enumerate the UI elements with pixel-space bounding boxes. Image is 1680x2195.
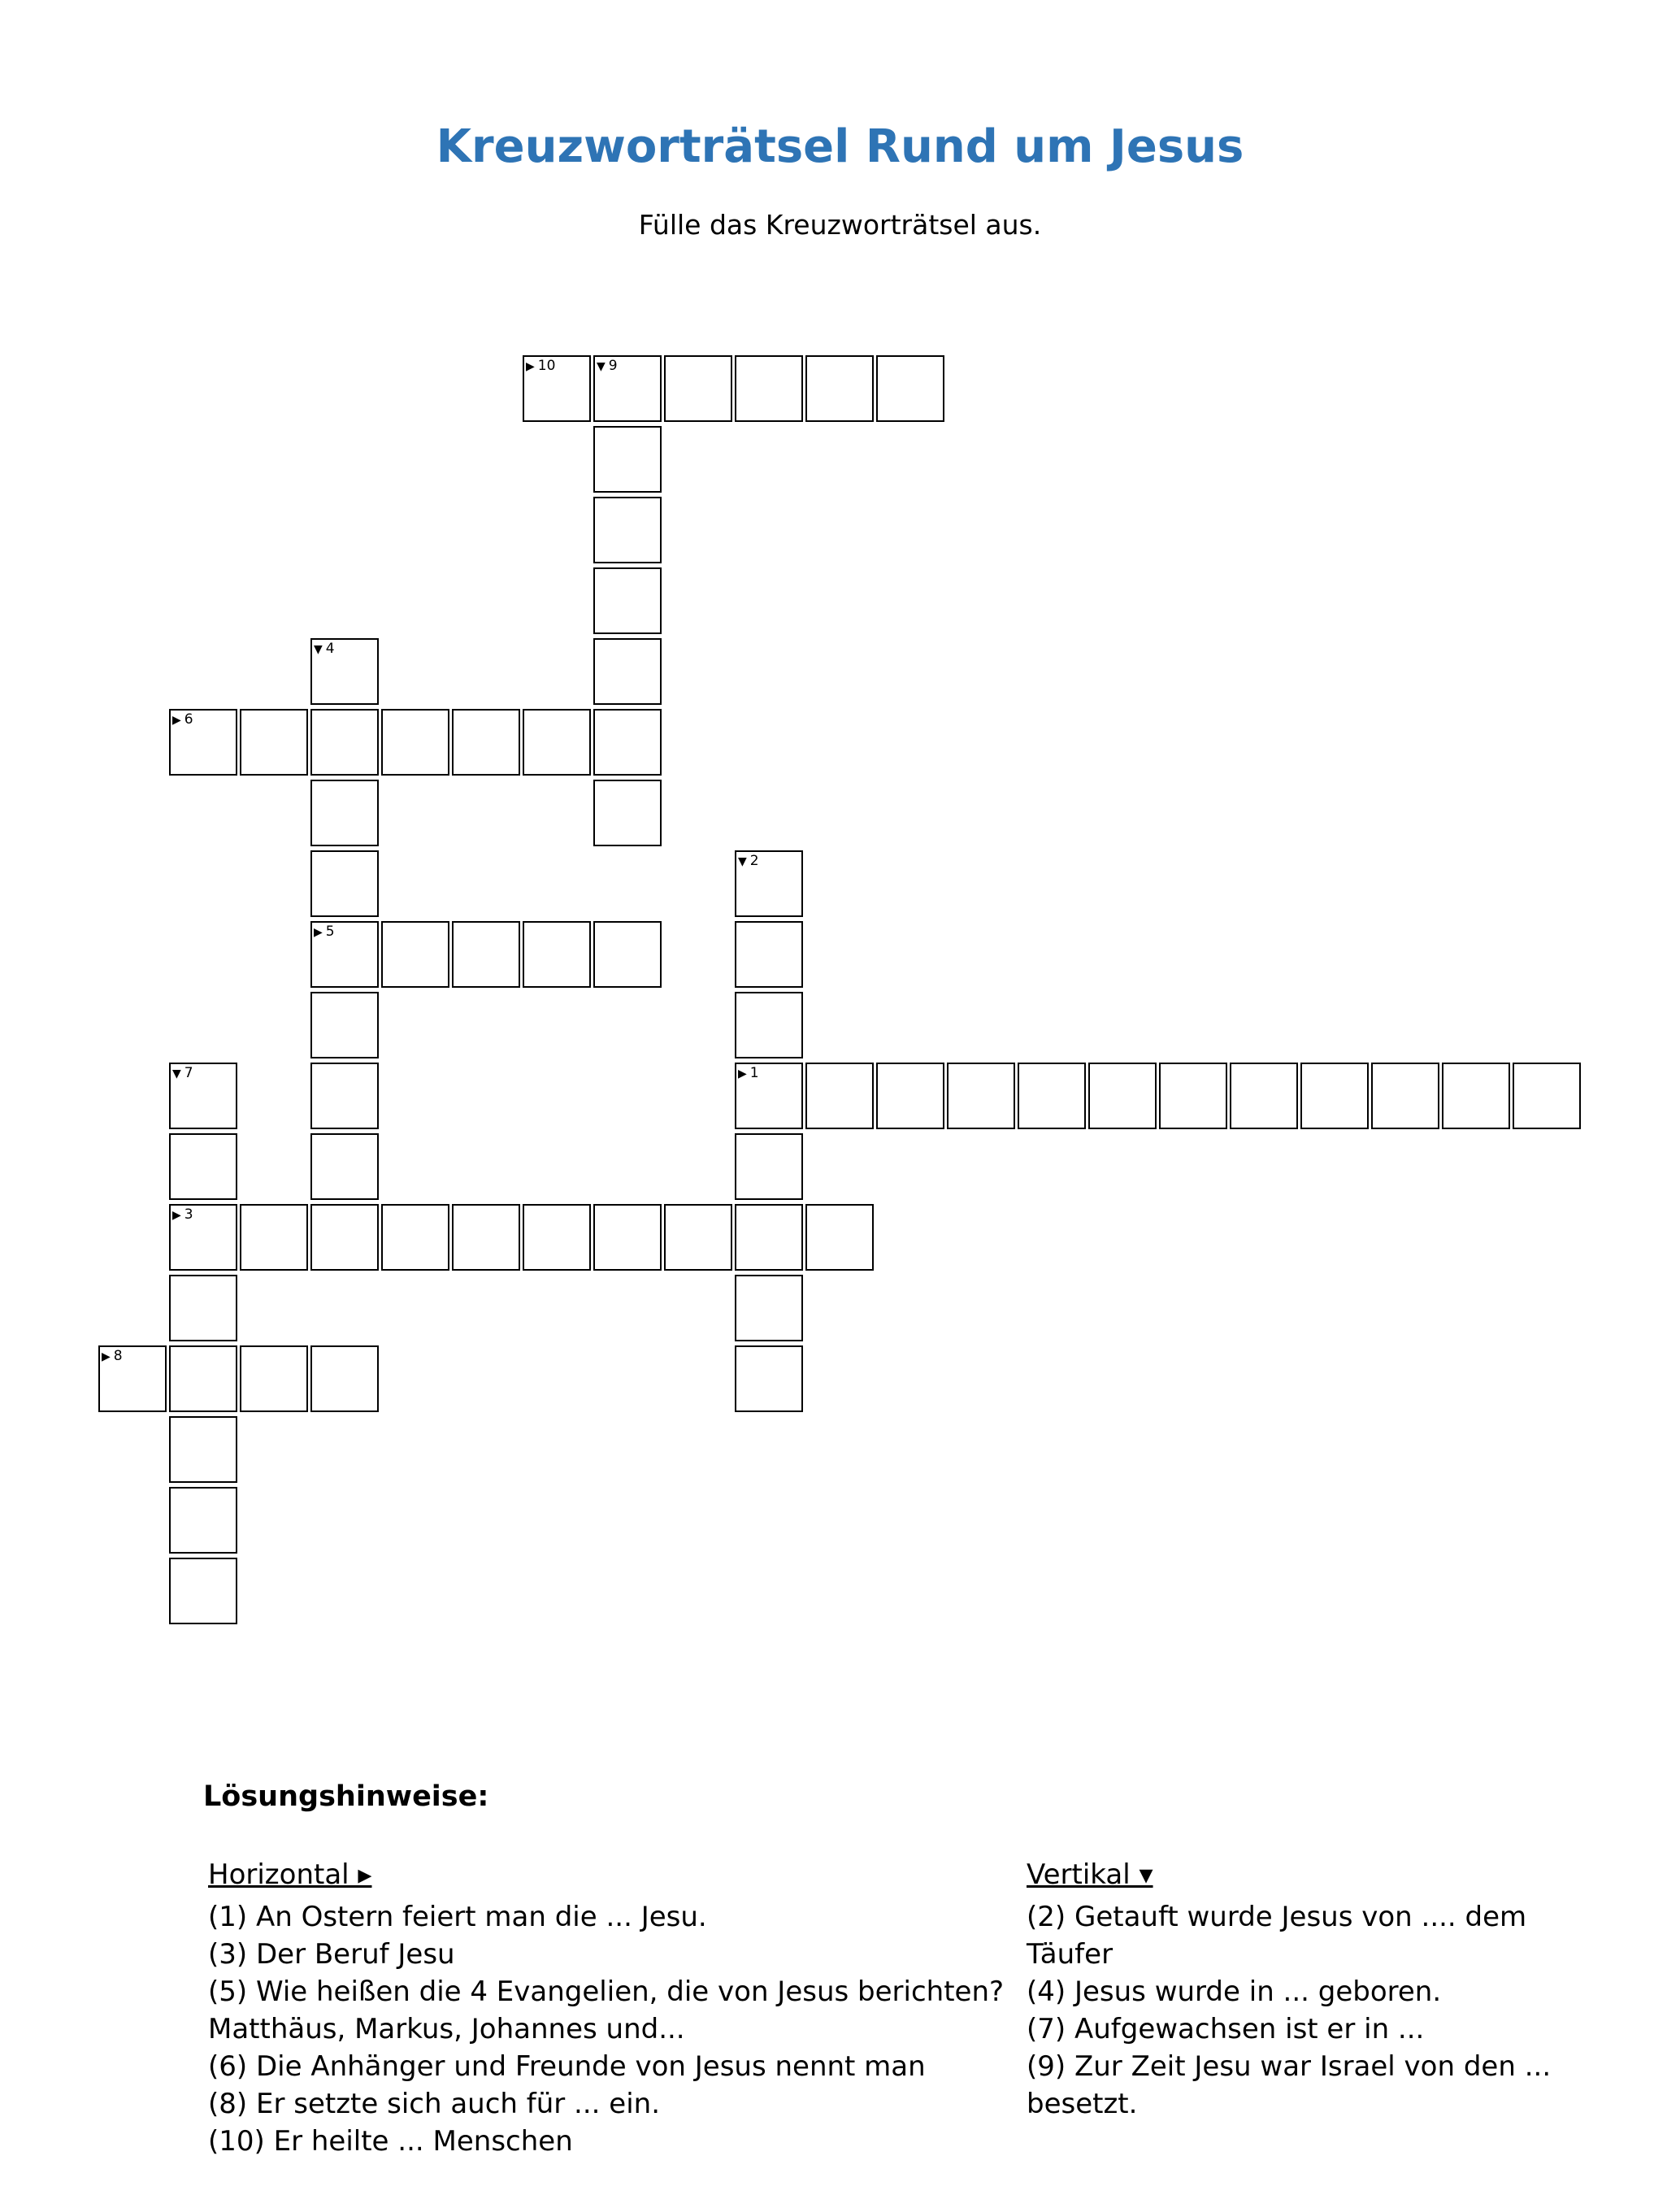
crossword-cell[interactable] — [452, 921, 520, 988]
crossword-cell[interactable] — [310, 638, 379, 705]
crossword-cell[interactable] — [169, 1063, 237, 1129]
vertical-heading: Vertikal ▾ — [1027, 1858, 1153, 1891]
crossword-cell[interactable] — [169, 1275, 237, 1341]
clue-number: 4 — [325, 641, 335, 657]
crossword-cell[interactable] — [169, 1133, 237, 1200]
clue-horizontal-10: (10) Er heilte ... Menschen — [208, 2125, 573, 2158]
arrow-right-icon: ▶ — [172, 714, 181, 727]
crossword-cell[interactable] — [452, 1204, 520, 1271]
arrow-right-icon: ▶ — [102, 1350, 111, 1363]
cell-number — [314, 641, 335, 658]
crossword-cell[interactable] — [381, 1204, 449, 1271]
clue-vertical-2: (2) Getauft wurde Jesus von .... dem Täufer — [1027, 1901, 1527, 1971]
crossword-cell[interactable] — [735, 355, 803, 422]
clue-horizontal-5: (5) Wie heißen die 4 Evangelien, die von Jesus berichten? Matthäus, Markus, Johannes und... — [208, 1976, 1005, 2045]
arrow-right-icon: ▶ — [738, 1067, 747, 1080]
crossword-cell[interactable] — [310, 1133, 379, 1200]
crossword-cell[interactable] — [735, 992, 803, 1058]
crossword-cell[interactable] — [523, 355, 591, 422]
crossword-cell[interactable] — [735, 1133, 803, 1200]
crossword-cell[interactable] — [240, 1204, 308, 1271]
crossword-cell[interactable] — [1300, 1063, 1369, 1129]
crossword-cell[interactable] — [169, 709, 237, 776]
arrow-down-icon: ▼ — [314, 643, 323, 656]
crossword-cell[interactable] — [452, 709, 520, 776]
crossword-cell[interactable] — [310, 709, 379, 776]
crossword-cell[interactable] — [310, 850, 379, 917]
arrow-right-icon: ▶ — [314, 926, 323, 939]
crossword-cell[interactable] — [1442, 1063, 1510, 1129]
crossword-cell[interactable] — [735, 850, 803, 917]
cell-number — [102, 1348, 123, 1365]
clue-vertical-9: (9) Zur Zeit Jesu war Israel von den ... besetzt. — [1027, 2050, 1552, 2120]
clue-number: 9 — [608, 358, 618, 374]
crossword-cell[interactable] — [593, 426, 662, 493]
crossword-cell[interactable] — [240, 1345, 308, 1412]
crossword-cell[interactable] — [523, 921, 591, 988]
crossword-cell[interactable] — [735, 921, 803, 988]
crossword-cell[interactable] — [664, 1204, 732, 1271]
cell-number — [314, 924, 335, 941]
crossword-cell[interactable] — [523, 1204, 591, 1271]
crossword-cell[interactable] — [1088, 1063, 1157, 1129]
crossword-cell[interactable] — [523, 709, 591, 776]
crossword-cell[interactable] — [805, 1063, 874, 1129]
clue-number: 2 — [749, 853, 759, 869]
crossword-cell[interactable] — [805, 1204, 874, 1271]
crossword-cell[interactable] — [876, 1063, 944, 1129]
crossword-cell[interactable] — [169, 1416, 237, 1483]
crossword-cell[interactable] — [1371, 1063, 1439, 1129]
crossword-cell[interactable] — [1230, 1063, 1298, 1129]
clue-number: 1 — [749, 1065, 759, 1081]
crossword-cell[interactable] — [947, 1063, 1015, 1129]
arrow-right-icon: ▶ — [526, 360, 535, 373]
clue-number: 6 — [184, 711, 193, 728]
crossword-cell[interactable] — [381, 921, 449, 988]
cell-number — [597, 358, 618, 375]
crossword-cell[interactable] — [805, 355, 874, 422]
horizontal-clues — [208, 1856, 1021, 2160]
crossword-cell[interactable] — [310, 1204, 379, 1271]
cell-number — [172, 1206, 193, 1224]
clue-number: 8 — [113, 1348, 123, 1364]
clue-number: 10 — [537, 358, 556, 374]
cell-number — [738, 853, 759, 870]
arrow-right-icon: ▶ — [172, 1209, 181, 1222]
crossword-cell[interactable] — [169, 1345, 237, 1412]
cell-number — [172, 1065, 193, 1082]
vertical-clues — [1027, 1856, 1612, 2123]
crossword-cell[interactable] — [310, 780, 379, 846]
clue-horizontal-6: (6) Die Anhänger und Freunde von Jesus nennt man — [208, 2050, 926, 2083]
crossword-cell[interactable] — [98, 1345, 167, 1412]
clue-number: 7 — [184, 1065, 193, 1081]
crossword-cell[interactable] — [593, 638, 662, 705]
crossword-cell[interactable] — [735, 1345, 803, 1412]
clue-number: 5 — [325, 924, 335, 940]
hints-heading: Lösungshinweise: — [203, 1780, 489, 1813]
clue-number: 3 — [184, 1206, 193, 1223]
crossword-cell[interactable] — [381, 709, 449, 776]
crossword-cell[interactable] — [169, 1204, 237, 1271]
crossword-cell[interactable] — [310, 921, 379, 988]
crossword-cell[interactable] — [593, 709, 662, 776]
crossword-cell[interactable] — [876, 355, 944, 422]
arrow-down-icon: ▼ — [597, 360, 606, 373]
crossword-cell[interactable] — [169, 1558, 237, 1624]
crossword-cell[interactable] — [1159, 1063, 1227, 1129]
horizontal-heading: Horizontal ▸ — [208, 1858, 372, 1891]
crossword-cell[interactable] — [310, 992, 379, 1058]
clue-horizontal-8: (8) Er setzte sich auch für ... ein. — [208, 2088, 661, 2120]
clue-horizontal-3: (3) Der Beruf Jesu — [208, 1938, 455, 1971]
crossword-cell[interactable] — [735, 1275, 803, 1341]
cell-number — [738, 1065, 759, 1082]
page-subtitle: Fülle das Kreuzworträtsel aus. — [638, 209, 1042, 241]
crossword-cell[interactable] — [593, 780, 662, 846]
crossword-cell[interactable] — [1018, 1063, 1086, 1129]
crossword-cell[interactable] — [593, 567, 662, 634]
arrow-down-icon: ▼ — [738, 855, 747, 868]
crossword-cell[interactable] — [310, 1345, 379, 1412]
crossword-cell[interactable] — [664, 355, 732, 422]
crossword-cell[interactable] — [593, 921, 662, 988]
page-title: Kreuzworträtsel Rund um Jesus — [436, 120, 1244, 173]
crossword-cell[interactable] — [169, 1487, 237, 1554]
crossword-cell[interactable] — [310, 1063, 379, 1129]
cell-number — [526, 358, 555, 375]
crossword-cell[interactable] — [735, 1063, 803, 1129]
clue-vertical-7: (7) Aufgewachsen ist er in ... — [1027, 2013, 1425, 2045]
crossword-cell[interactable] — [735, 1204, 803, 1271]
clue-vertical-4: (4) Jesus wurde in ... geboren. — [1027, 1976, 1442, 2008]
clue-horizontal-1: (1) An Ostern feiert man die ... Jesu. — [208, 1901, 707, 1933]
crossword-cell[interactable] — [593, 497, 662, 563]
crossword-cell[interactable] — [1513, 1063, 1581, 1129]
crossword-cell[interactable] — [593, 355, 662, 422]
crossword-cell[interactable] — [240, 709, 308, 776]
cell-number — [172, 711, 193, 728]
crossword-cell[interactable] — [593, 1204, 662, 1271]
arrow-down-icon: ▼ — [172, 1067, 181, 1080]
